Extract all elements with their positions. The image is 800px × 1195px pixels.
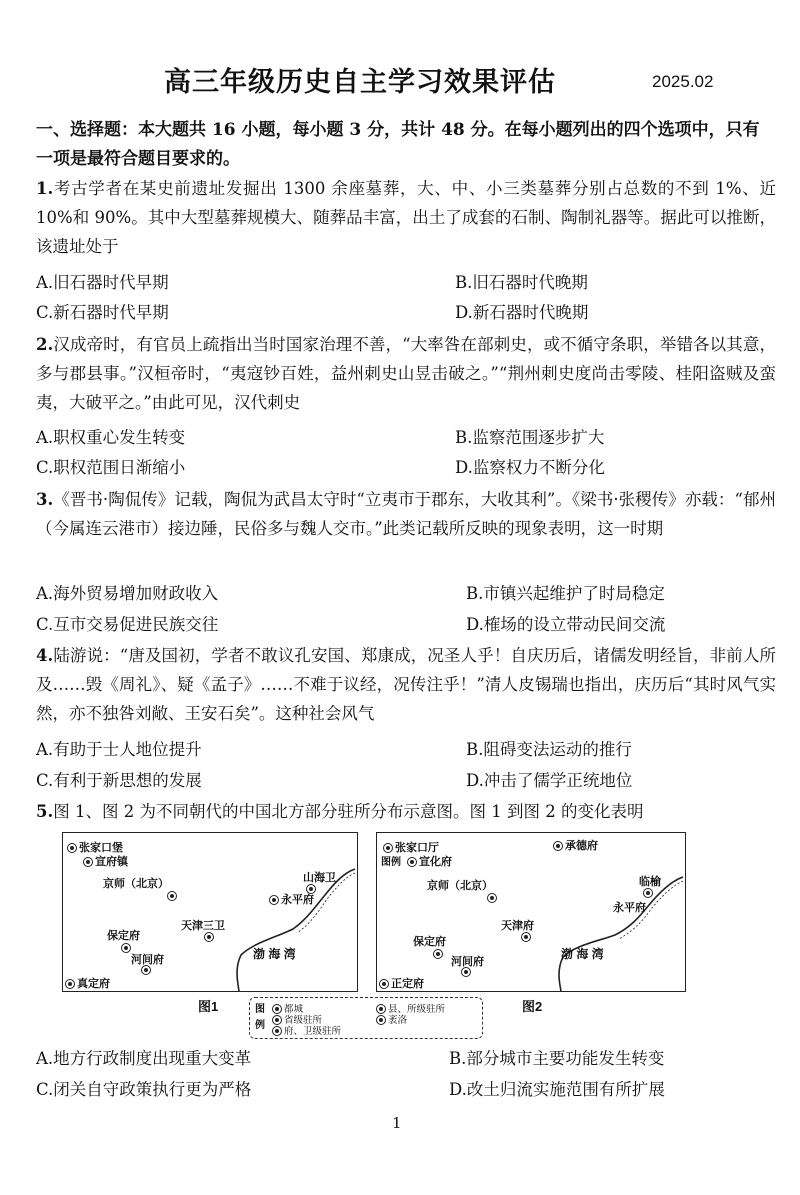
question-2: [36, 330, 776, 417]
map-label: 张家口堡: [67, 839, 123, 855]
county-icon: [67, 843, 77, 853]
option-c: C.职权范围日渐缩小: [36, 458, 186, 477]
question-number: 4.: [36, 646, 54, 665]
map-label: 京师（北京）: [427, 880, 493, 892]
map-label: 天津三卫: [181, 920, 225, 932]
option-d: D.冲击了儒学正统地位: [466, 771, 633, 790]
map-label: 保定府: [107, 930, 140, 942]
map-label: 河间府: [131, 954, 164, 966]
map-figure-2: [376, 832, 686, 992]
prefecture-icon: [407, 857, 417, 867]
option-d: D.榷场的设立带动民间交流: [466, 615, 666, 634]
question-stem: 《晋书·陶侃传》记载，陶侃为武昌太守时“立夷市于郡东，大收其利”。《梁书·张稷传》亦载：“郁州（今属连云港市）接边陲，民俗多与魏人交市。”此类记载所反映的现象表明，这一时期: [36, 490, 776, 538]
map-label: 保定府: [413, 936, 446, 948]
map-label: 天津府: [501, 920, 534, 932]
option-a: A.旧石器时代早期: [36, 273, 169, 292]
map-label: 临榆: [639, 876, 661, 888]
sea-label: 渤 海 湾: [253, 947, 296, 961]
option-a: A.海外贸易增加财政收入: [36, 584, 219, 603]
map-label: 承德府: [553, 837, 598, 853]
option-d: D.监察权力不断分化: [455, 458, 605, 477]
option-a: A.职权重心发生转变: [36, 428, 186, 447]
prefecture-icon: [521, 932, 531, 942]
question-3: [36, 485, 776, 543]
map-label: 京师（北京）: [103, 878, 169, 890]
option-b: B.市镇兴起维护了时局稳定: [466, 584, 665, 603]
prefecture-icon: [461, 967, 471, 977]
map-label: 宣化府: [407, 853, 452, 869]
prefecture-icon: [65, 979, 75, 989]
option-c: C.互市交易促进民族交往: [36, 615, 219, 634]
option-b: B.阻碍变法运动的推行: [466, 740, 632, 759]
legend-item: 都城: [272, 1001, 303, 1015]
question-1: [36, 174, 776, 261]
section-heading: 一、选择题：本大题共 16 小题，每小题 3 分，共计 48 分。在每小题列出的四个选项中，只有一项是最符合题目要求的。: [36, 120, 760, 169]
page-title: 高三年级历史自主学习效果评估: [164, 67, 556, 98]
county-icon: [383, 843, 393, 853]
question-number: 3.: [36, 490, 54, 509]
map-figure-1: [62, 832, 358, 992]
map-corner-text: 图例: [381, 857, 401, 868]
county-icon: [643, 888, 653, 898]
prefecture-icon: [141, 965, 151, 975]
prefecture-icon: [121, 943, 131, 953]
question-number: 2.: [36, 335, 54, 354]
map-label: 真定府: [65, 975, 110, 991]
figure-1-caption: 图1: [198, 999, 219, 1014]
option-a: A.有助于士人地位提升: [36, 740, 202, 759]
map-label: 河间府: [451, 956, 484, 968]
map-label: 永平府: [613, 902, 646, 914]
question-stem: 汉成帝时，有官员上疏指出当时国家治理不善，“大率咎在部刺史，或不循守条职，举错各以其意，多与郡县事。”汉桓帝时，“夷寇钞百姓，益州刺史山昱击破之。”“荆州刺史度尚击零陵、桂阳盗贼及蛮夷，大破平之。”由此可见，汉代刺史: [36, 335, 776, 412]
question-stem: 陆游说：“唐及国初，学者不敢议孔安国、郑康成，况圣人乎！自庆历后，诸儒发明经旨，非前人所及……毁《周礼》、疑《孟子》……不难于议经，况传注乎！”清人皮锡瑞也指出，庆历后“其时风气实然，亦不独咎刘敞、王安石矣”。这种社会风气: [36, 646, 776, 723]
option-c: C.新石器时代早期: [36, 303, 169, 322]
map-label: 山海卫: [303, 872, 336, 884]
map-label: 正定府: [379, 975, 424, 991]
question-stem: 图 1、图 2 为不同朝代的中国北方部分驻所分布示意图。图 1 到图 2 的变化表明: [53, 802, 644, 821]
map-label: 永平府: [269, 891, 314, 907]
question-4: [36, 641, 776, 728]
option-c: C.有利于新思想的发展: [36, 771, 202, 790]
settlement-icon: [376, 1015, 386, 1025]
capital-icon: [487, 893, 497, 903]
prefecture-icon: [433, 949, 443, 959]
legend-item: 府、卫级驻所: [272, 1023, 341, 1037]
prefecture-icon: [553, 841, 563, 851]
prefecture-icon: [269, 895, 279, 905]
legend-item: 省级驻所: [272, 1012, 322, 1026]
map-label: 张家口厅: [383, 839, 439, 855]
legend-title: 图例: [255, 1004, 265, 1031]
prefecture-icon: [272, 1026, 282, 1036]
capital-icon: [167, 891, 177, 901]
prefecture-icon: [83, 857, 93, 867]
option-b: B.旧石器时代晚期: [455, 273, 588, 292]
legend-item: 袤洛: [376, 1012, 407, 1026]
option-c: C.闭关自守政策执行更为严格: [36, 1080, 252, 1099]
option-d: D.新石器时代晚期: [455, 303, 589, 322]
sea-label: 渤 海 湾: [561, 947, 604, 961]
page-number: 1: [392, 1114, 402, 1132]
option-d: D.改土归流实施范围有所扩展: [449, 1080, 665, 1099]
figure-2-caption: 图2: [522, 999, 543, 1014]
prefecture-icon: [379, 979, 389, 989]
question-number: 5.: [36, 802, 54, 821]
question-stem: 考古学者在某史前遗址发掘出 1300 余座墓葬，大、中、小三类墓葬分别占总数的不到 1%、近 10%和 90%。其中大型墓葬规模大、随葬品丰富，出土了成套的石制、陶制礼器等。据此可以推断，该遗址处于: [36, 179, 776, 256]
question-number: 1.: [36, 179, 54, 198]
map-label: 宣府镇: [83, 853, 128, 869]
option-b: B.监察范围逐步扩大: [455, 428, 605, 447]
map-legend: [249, 997, 483, 1039]
option-b: B.部分城市主要功能发生转变: [449, 1049, 665, 1068]
garrison-icon: [204, 932, 214, 942]
exam-date: 2025.02: [652, 72, 714, 91]
option-a: A.地方行政制度出现重大变革: [36, 1049, 252, 1068]
legend-item: 县、所级驻所: [376, 1001, 445, 1015]
question-5: [36, 797, 776, 826]
